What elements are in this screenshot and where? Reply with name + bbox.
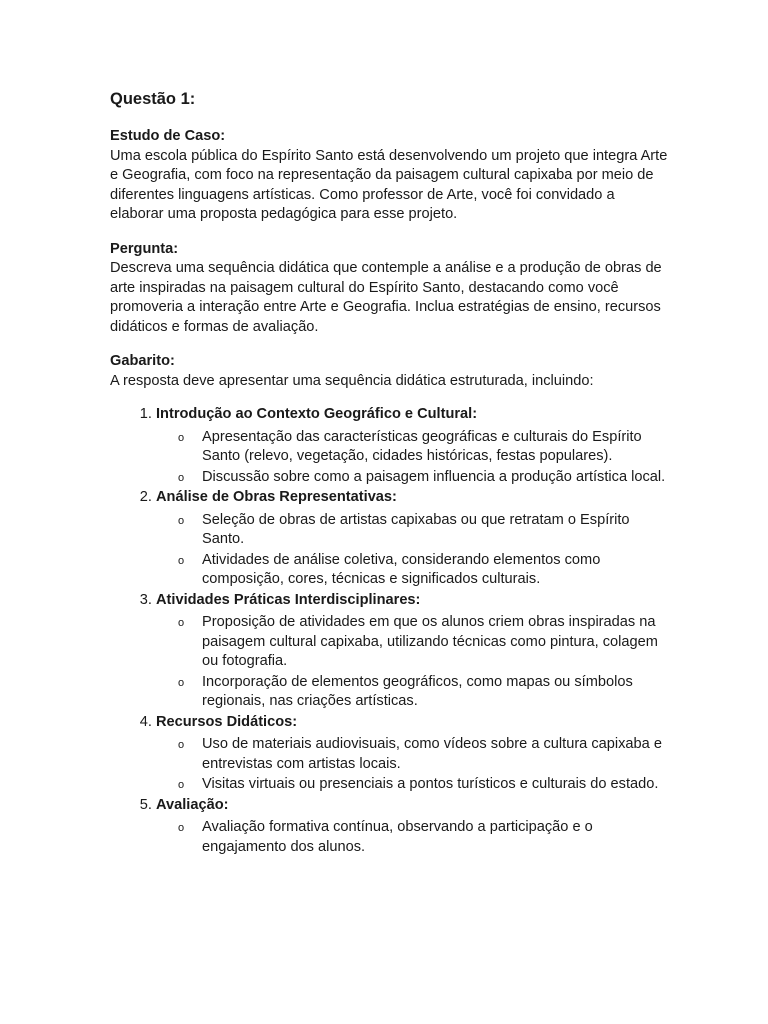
sub-list <box>156 818 670 857</box>
list-item <box>156 796 670 858</box>
bullet-icon: o <box>178 554 185 567</box>
question-title: Questão 1: <box>110 90 196 108</box>
item-title: Recursos Didáticos: <box>156 713 298 730</box>
bullet-icon: o <box>178 471 185 484</box>
answer-key-intro: A resposta deve apresentar uma sequência didática estruturada, incluindo: <box>110 372 594 389</box>
sub-item-text: Atividades de análise coletiva, considerando elementos como composição, cores, técnicas e significados culturais. <box>202 551 601 587</box>
sub-list-item <box>178 775 670 795</box>
sub-item-text: Apresentação das características geográficas e culturais do Espírito Santo (relevo, vegetação, cidades históricas, festas populares). <box>202 428 642 464</box>
sub-item-text: Discussão sobre como a paisagem influencia a produção artística local. <box>202 468 666 485</box>
answer-key-section <box>110 352 670 857</box>
question-label: Pergunta: <box>110 240 179 257</box>
sub-list <box>156 613 670 712</box>
sub-list <box>156 511 670 590</box>
list-item <box>156 591 670 712</box>
sub-list <box>156 735 670 795</box>
bullet-icon: o <box>178 676 185 689</box>
sub-item-text: Proposição de atividades em que os alunos criem obras inspiradas na paisagem cultural capixaba, utilizando técnicas como pintura, colagem ou fotografia. <box>202 614 658 669</box>
bullet-icon: o <box>178 739 185 751</box>
bullet-icon: o <box>178 779 185 791</box>
item-title: Introdução ao Contexto Geográfico e Cultural: <box>156 406 478 422</box>
sub-list-item <box>178 511 670 550</box>
sub-item-text: Avaliação formativa contínua, observando a participação e o engajamento dos alunos. <box>202 819 593 855</box>
sub-list-item <box>178 735 670 774</box>
sub-list-item <box>178 613 670 672</box>
case-study-text: Uma escola pública do Espírito Santo está desenvolvendo um projeto que integra Arte e Geografia, com foco na representação da paisagem cultural capixaba por meio de diferentes linguagens artísticas. Como professor de Arte, você foi convidado a elaborar uma proposta pedagógica para esse projeto. <box>110 147 668 222</box>
bullet-icon: o <box>178 822 185 834</box>
sub-item-text: Seleção de obras de artistas capixabas ou que retratam o Espírito Santo. <box>202 511 630 547</box>
sub-item-text: Visitas virtuais ou presenciais a pontos turísticos e culturais do estado. <box>202 776 659 792</box>
item-title: Avaliação: <box>156 796 229 813</box>
question-section <box>110 240 670 338</box>
sub-item-text: Incorporação de elementos geográficos, como mapas ou símbolos regionais, nas criações artísticas. <box>202 673 633 709</box>
sub-list-item <box>178 428 670 467</box>
list-item <box>156 713 670 795</box>
bullet-icon: o <box>178 617 185 629</box>
list-item <box>156 488 670 590</box>
list-item <box>156 405 670 487</box>
bullet-icon: o <box>178 514 185 527</box>
sub-list <box>156 428 670 488</box>
answer-key-list <box>110 405 670 857</box>
bullet-icon: o <box>178 431 185 444</box>
sub-list-item <box>178 551 670 590</box>
question-text: Descreva uma sequência didática que contemple a análise e a produção de obras de arte inspiradas na paisagem cultural do Espírito Santo, destacando como você promoveria a interação entre Arte e Geografia. Inclua estratégias de ensino, recursos didáticos e formas de avaliação. <box>110 260 662 335</box>
document-page <box>110 88 670 872</box>
sub-item-text: Uso de materiais audiovisuais, como vídeos sobre a cultura capixaba e entrevistas com artistas locais. <box>202 736 662 772</box>
item-title: Análise de Obras Representativas: <box>156 489 397 505</box>
answer-key-label: Gabarito: <box>110 353 175 369</box>
item-title: Atividades Práticas Interdisciplinares: <box>156 591 421 608</box>
sub-list-item <box>178 673 670 712</box>
sub-list-item <box>178 818 670 857</box>
case-study-section <box>110 127 670 225</box>
sub-list-item <box>178 468 670 488</box>
case-study-label: Estudo de Caso: <box>110 128 226 144</box>
